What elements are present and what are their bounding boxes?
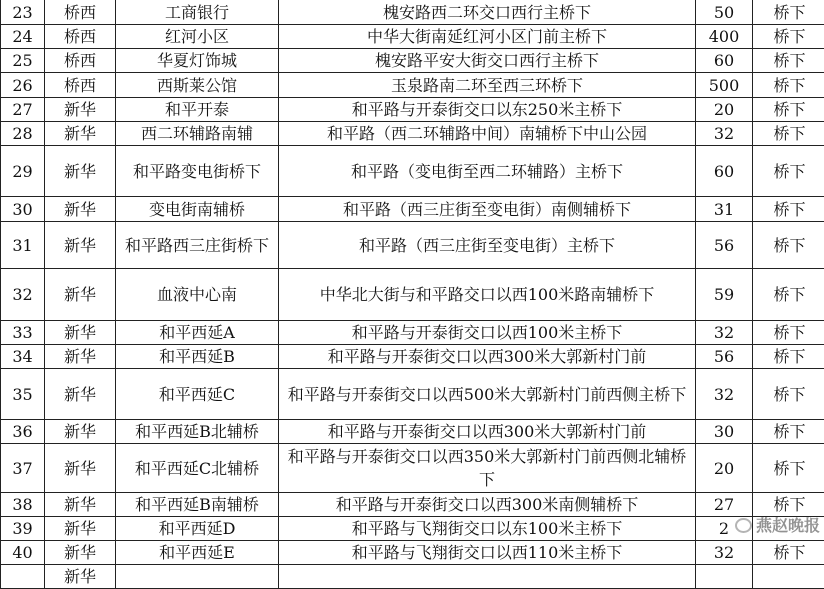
row-number (1, 565, 45, 589)
site-name-cell: 和平西延E (116, 541, 279, 565)
type-cell: 桥下 (753, 122, 824, 146)
type-cell: 桥下 (753, 269, 824, 321)
site-name-cell: 和平西延B北辅桥 (116, 420, 279, 444)
district-cell: 新华 (45, 345, 116, 369)
count-cell: 32 (696, 541, 753, 565)
count-cell: 32 (696, 321, 753, 345)
site-name-cell: 和平西延D (116, 517, 279, 541)
type-cell: 桥下 (753, 0, 824, 25)
type-cell: 桥下 (753, 369, 824, 420)
type-cell: 桥下 (753, 420, 824, 444)
row-number: 30 (1, 197, 45, 222)
count-cell: 56 (696, 345, 753, 369)
district-cell: 桥西 (45, 25, 116, 49)
row-number: 29 (1, 146, 45, 197)
type-cell: 桥下 (753, 146, 824, 197)
location-cell: 和平路与开泰街交口以西300米南侧辅桥下 (279, 493, 696, 517)
site-name-cell: 和平路变电街桥下 (116, 146, 279, 197)
count-cell: 59 (696, 269, 753, 321)
row-number: 35 (1, 369, 45, 420)
table-row (1, 73, 824, 98)
type-cell: 桥下 (753, 321, 824, 345)
district-cell: 新华 (45, 197, 116, 222)
site-name-cell: 华夏灯饰城 (116, 49, 279, 73)
district-cell: 新华 (45, 98, 116, 122)
location-cell: 中华大街南延红河小区门前主桥下 (279, 25, 696, 49)
district-cell: 桥西 (45, 0, 116, 25)
count-cell: 500 (696, 73, 753, 98)
location-cell: 和平路（西二环辅路中间）南辅桥下中山公园 (279, 122, 696, 146)
table-row (1, 517, 824, 541)
table-row (1, 420, 824, 444)
type-cell: 桥下 (753, 98, 824, 122)
table-row (1, 122, 824, 146)
row-number: 24 (1, 25, 45, 49)
type-cell: 桥下 (753, 541, 824, 565)
count-cell: 31 (696, 197, 753, 222)
site-name-cell: 西二环辅路南辅 (116, 122, 279, 146)
site-name-cell: 血液中心南 (116, 269, 279, 321)
type-cell: 桥下 (753, 222, 824, 269)
table-body (1, 0, 824, 589)
district-cell: 新华 (45, 222, 116, 269)
table-row (1, 269, 824, 321)
row-number: 38 (1, 493, 45, 517)
type-cell: 桥下 (753, 49, 824, 73)
table-row (1, 345, 824, 369)
district-cell: 新华 (45, 269, 116, 321)
district-cell: 新华 (45, 420, 116, 444)
district-cell: 新华 (45, 146, 116, 197)
location-cell: 和平路与开泰街交口以西100米主桥下 (279, 321, 696, 345)
count-cell: 2 (696, 517, 753, 541)
site-name-cell: 和平西延B (116, 345, 279, 369)
type-cell: 桥下 (753, 444, 824, 493)
site-name-cell (116, 565, 279, 589)
district-cell: 桥西 (45, 73, 116, 98)
district-cell: 新华 (45, 321, 116, 345)
location-cell: 槐安路平安大街交口西行主桥下 (279, 49, 696, 73)
row-number: 31 (1, 222, 45, 269)
row-number: 32 (1, 269, 45, 321)
table-row (1, 0, 824, 25)
count-cell: 400 (696, 25, 753, 49)
table-row (1, 25, 824, 49)
district-cell: 新华 (45, 444, 116, 493)
location-cell: 和平路与开泰街交口以西300米大郭新村门前 (279, 420, 696, 444)
count-cell: 50 (696, 0, 753, 25)
count-cell: 20 (696, 98, 753, 122)
site-name-cell: 红河小区 (116, 25, 279, 49)
location-cell: 和平路与飞翔街交口以东100米主桥下 (279, 517, 696, 541)
site-name-cell: 和平西延C北辅桥 (116, 444, 279, 493)
district-cell: 新华 (45, 122, 116, 146)
row-number: 23 (1, 0, 45, 25)
district-cell: 新华 (45, 565, 116, 589)
location-cell: 和平路（变电街至西二环辅路）主桥下 (279, 146, 696, 197)
type-cell: 桥下 (753, 493, 824, 517)
location-cell: 玉泉路南二环至西三环桥下 (279, 73, 696, 98)
table-row (1, 493, 824, 517)
district-cell: 新华 (45, 541, 116, 565)
site-name-cell: 和平西延C (116, 369, 279, 420)
count-cell: 60 (696, 49, 753, 73)
district-cell: 新华 (45, 369, 116, 420)
row-number: 25 (1, 49, 45, 73)
row-number: 28 (1, 122, 45, 146)
wechat-icon (735, 518, 752, 533)
location-cell: 和平路与开泰街交口以西300米大郭新村门前 (279, 345, 696, 369)
row-number: 37 (1, 444, 45, 493)
type-cell: 桥下 (753, 197, 824, 222)
location-cell: 和平路与开泰街交口以西350米大郭新村门前西侧北辅桥下 (279, 444, 696, 493)
district-cell: 桥西 (45, 49, 116, 73)
count-cell: 32 (696, 122, 753, 146)
location-cell: 中华北大街与和平路交口以西100米路南辅桥下 (279, 269, 696, 321)
site-name-cell: 和平西延B南辅桥 (116, 493, 279, 517)
site-name-cell: 和平开泰 (116, 98, 279, 122)
type-cell (753, 565, 824, 589)
location-cell (279, 565, 696, 589)
type-cell: 桥下 (753, 345, 824, 369)
count-cell: 30 (696, 420, 753, 444)
location-cell: 和平路与开泰街交口以西500米大郭新村门前西侧主桥下 (279, 369, 696, 420)
type-cell: 桥下 (753, 73, 824, 98)
watermark-text: 燕赵晚报 (756, 514, 822, 537)
table-row (1, 222, 824, 269)
table-row (1, 98, 824, 122)
table-row (1, 146, 824, 197)
district-cell: 新华 (45, 517, 116, 541)
location-cell: 和平路与飞翔街交口以西110米主桥下 (279, 541, 696, 565)
type-cell: 桥下 (753, 25, 824, 49)
table-row (1, 444, 824, 493)
row-number: 27 (1, 98, 45, 122)
count-cell: 60 (696, 146, 753, 197)
row-number: 34 (1, 345, 45, 369)
table-row (1, 197, 824, 222)
row-number: 36 (1, 420, 45, 444)
site-name-cell: 西斯莱公馆 (116, 73, 279, 98)
table-row (1, 369, 824, 420)
count-cell: 56 (696, 222, 753, 269)
location-cell: 和平路（西三庄街至变电街）主桥下 (279, 222, 696, 269)
count-cell: 27 (696, 493, 753, 517)
location-cell: 槐安路西二环交口西行主桥下 (279, 0, 696, 25)
count-cell: 32 (696, 369, 753, 420)
table-row (1, 49, 824, 73)
row-number: 26 (1, 73, 45, 98)
site-name-cell: 工商银行 (116, 0, 279, 25)
table-row (1, 541, 824, 565)
row-number: 39 (1, 517, 45, 541)
table-row (1, 321, 824, 345)
site-name-cell: 和平路西三庄街桥下 (116, 222, 279, 269)
location-cell: 和平路（西三庄街至变电街）南侧辅桥下 (279, 197, 696, 222)
count-cell (696, 565, 753, 589)
count-cell: 20 (696, 444, 753, 493)
district-cell: 新华 (45, 493, 116, 517)
site-name-cell: 变电街南辅桥 (116, 197, 279, 222)
row-number: 40 (1, 541, 45, 565)
location-cell: 和平路与开泰街交口以东250米主桥下 (279, 98, 696, 122)
table-row (1, 565, 824, 589)
row-number: 33 (1, 321, 45, 345)
site-name-cell: 和平西延A (116, 321, 279, 345)
